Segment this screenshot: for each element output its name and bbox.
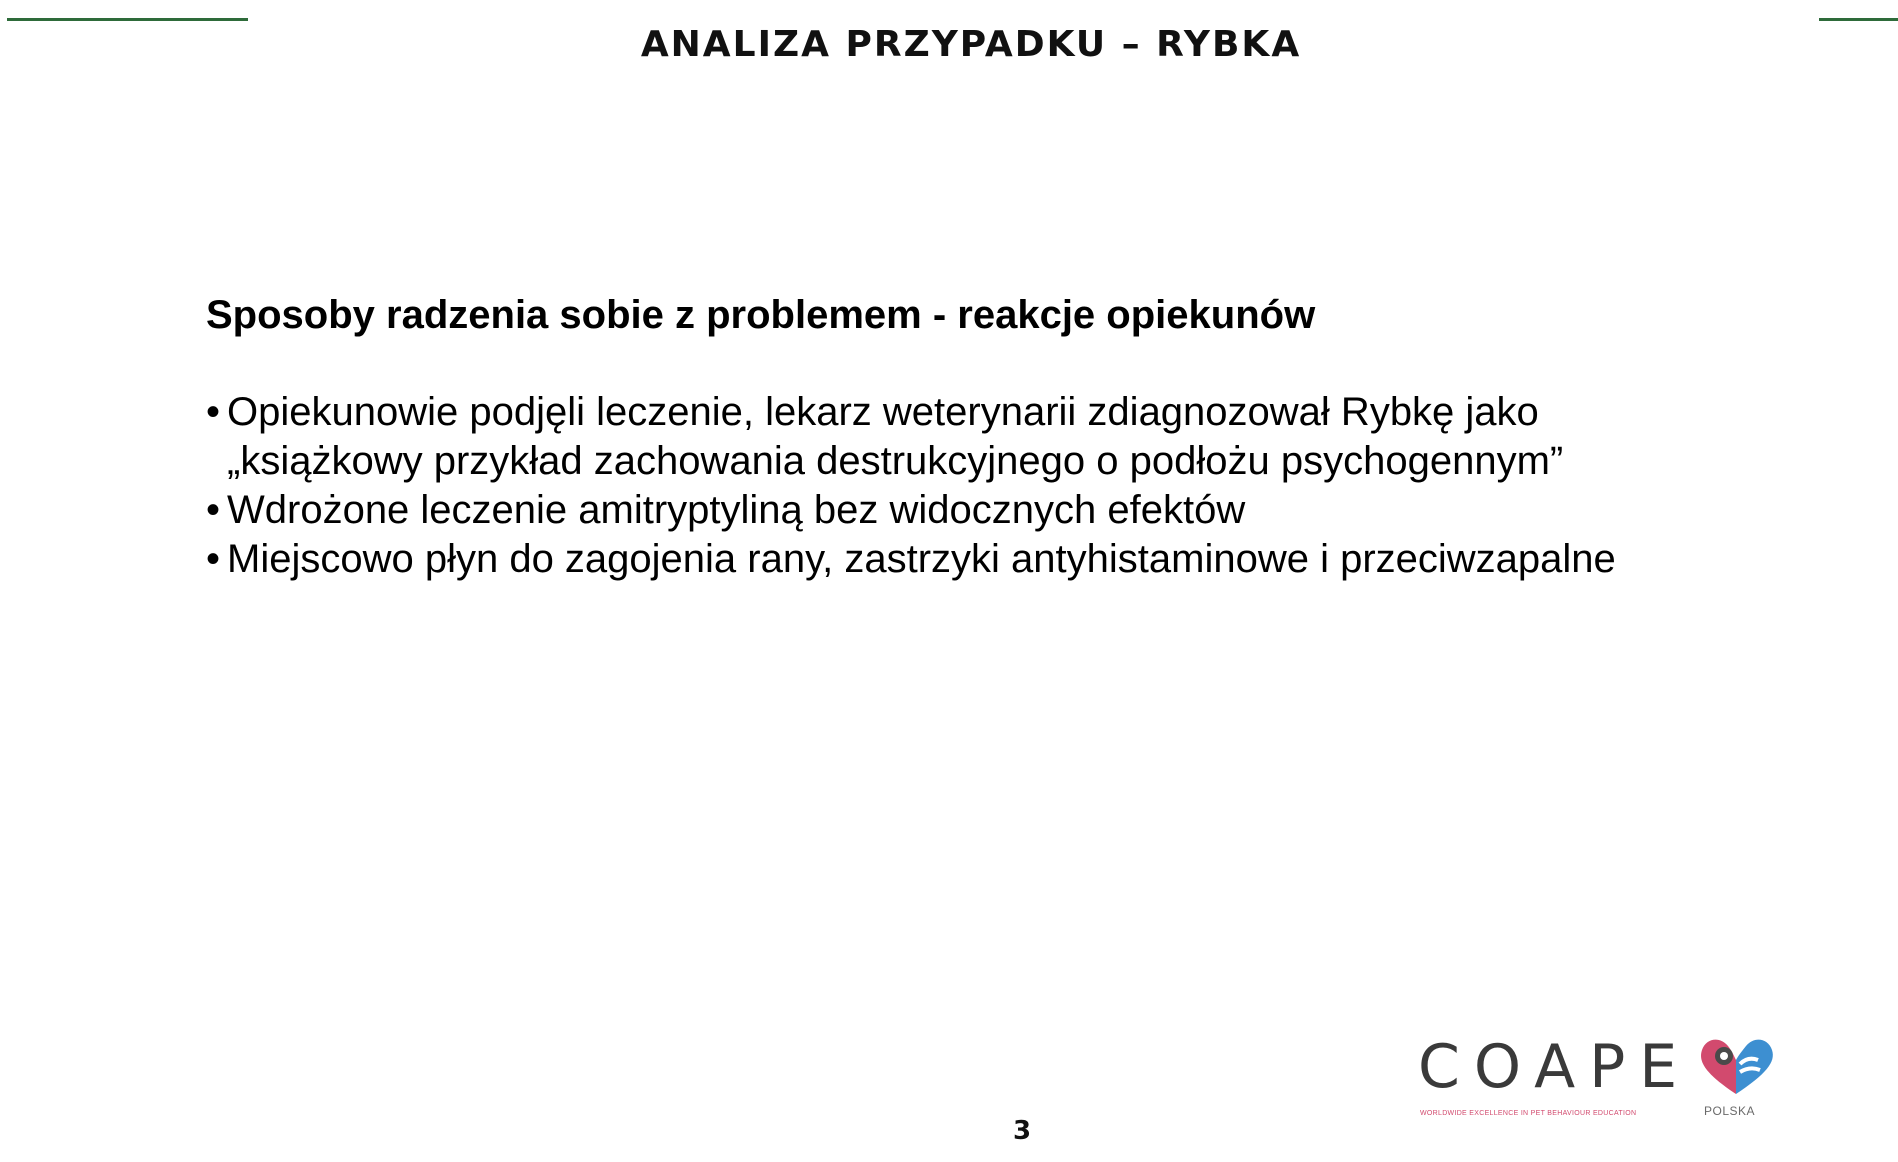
coape-logo xyxy=(1418,1030,1778,1126)
slide-content xyxy=(206,290,1706,584)
section-heading: Sposoby radzenia sobie z problemem - reakcje opiekunów xyxy=(206,293,1316,337)
bullet-marker: • xyxy=(206,537,221,581)
bullet-item xyxy=(206,486,1706,535)
slide-title: ANALIZA PRZYPADKU – RYBKA xyxy=(640,24,1302,65)
bullet-marker: • xyxy=(206,390,221,434)
top-left-divider xyxy=(7,18,248,21)
logo-country: POLSKA xyxy=(1704,1104,1756,1118)
page-number: 3 xyxy=(1012,1116,1032,1146)
bullet-list xyxy=(206,388,1706,584)
top-right-divider xyxy=(1819,18,1898,21)
bullet-text: Opiekunowie podjęli leczenie, lekarz weterynarii zdiagnozował Rybkę jako „książkowy przykład zachowania destrukcyjnego o podłożu psychogennym” xyxy=(227,390,1564,483)
bullet-item xyxy=(206,388,1706,486)
heart-paw-icon xyxy=(1696,1034,1778,1098)
bullet-text: Miejscowo płyn do zagojenia rany, zastrzyki antyhistaminowe i przeciwzapalne xyxy=(227,537,1616,581)
bullet-text: Wdrożone leczenie amitryptyliną bez widocznych efektów xyxy=(227,488,1246,532)
logo-tagline: WORLDWIDE EXCELLENCE IN PET BEHAVIOUR EDUCATION xyxy=(1420,1110,1637,1117)
bullet-item xyxy=(206,535,1706,584)
logo-wordmark: COAPE xyxy=(1418,1032,1692,1102)
bullet-marker: • xyxy=(206,488,221,532)
